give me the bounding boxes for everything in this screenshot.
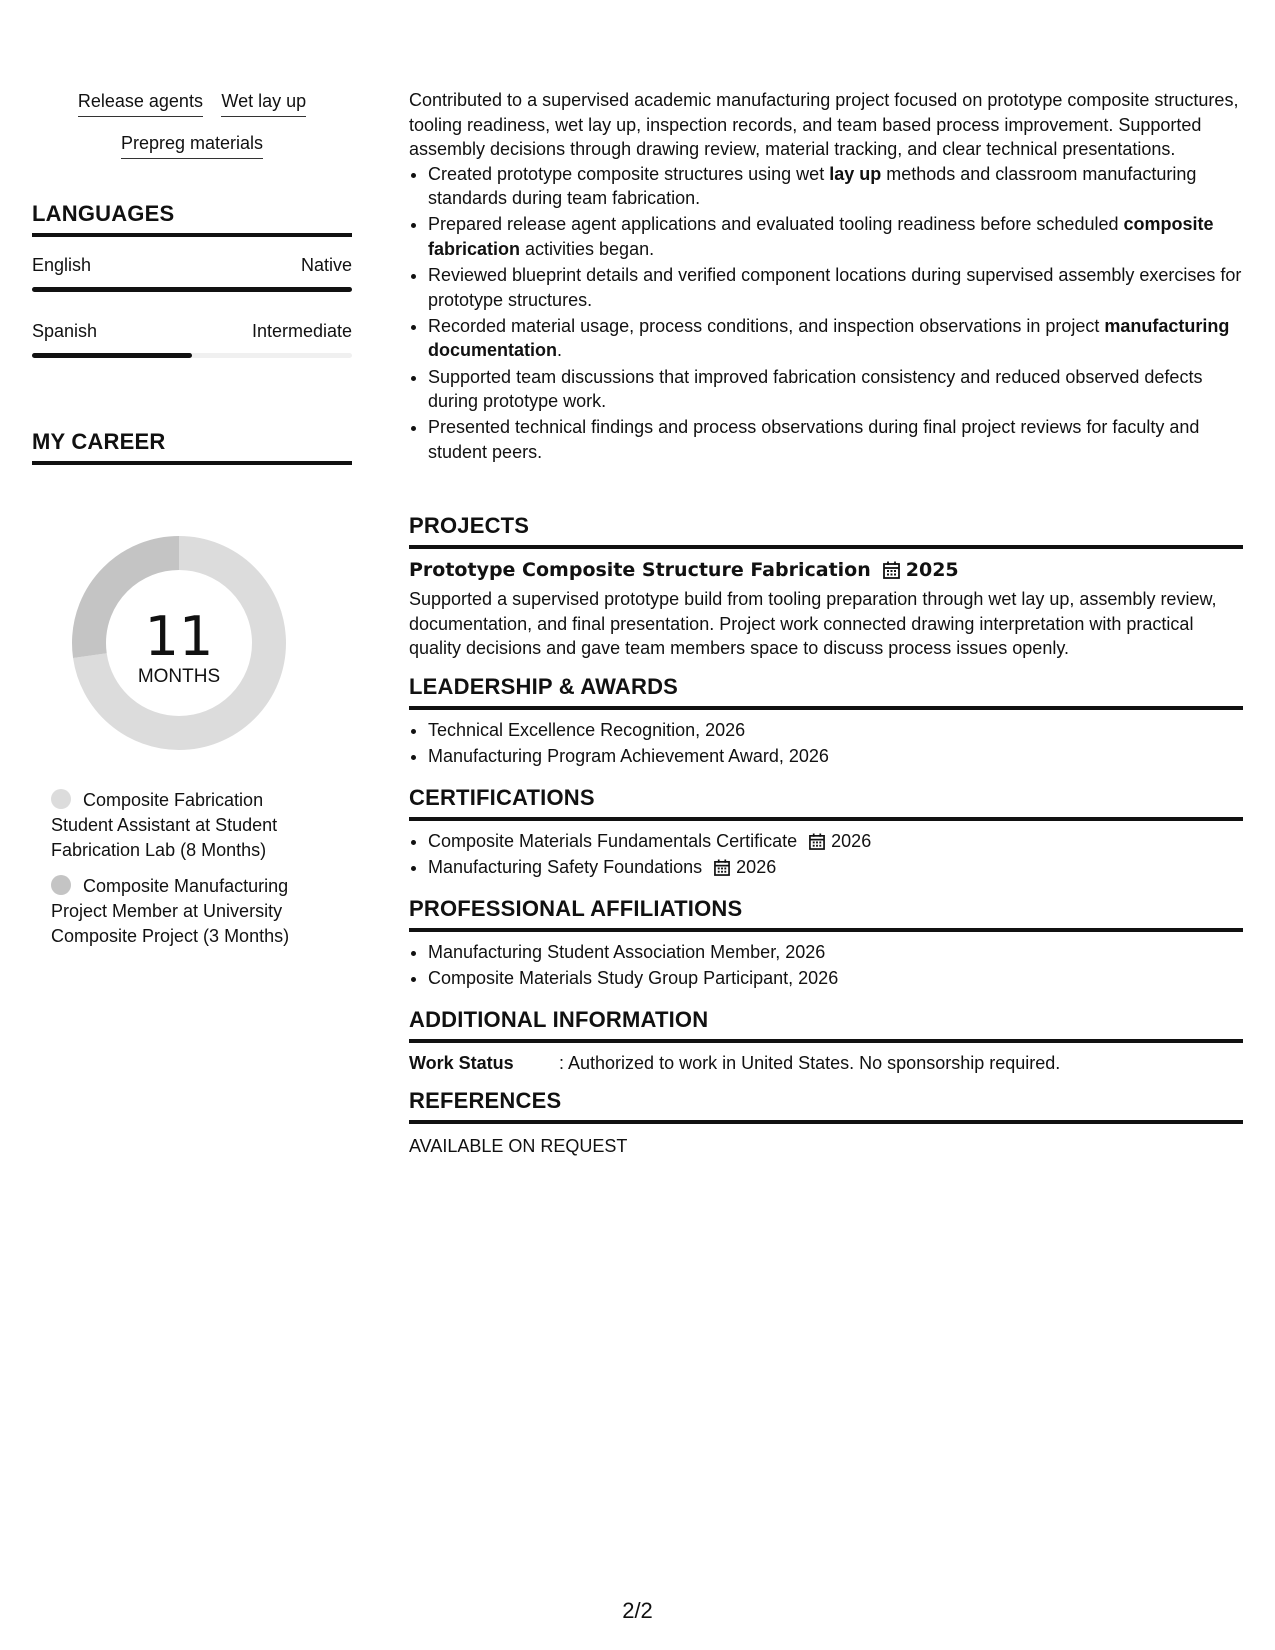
award-item: • Technical Excellence Recognition, 2026 (428, 718, 1243, 743)
affiliations-section (409, 896, 1243, 993)
language-name: Spanish (32, 321, 98, 341)
awards-list (409, 718, 1243, 769)
calendar-icon (883, 561, 900, 579)
skills-tags (32, 89, 352, 173)
additional-section (409, 1007, 1243, 1075)
project-year: 2025 (905, 559, 959, 581)
skill-tag: Release agents (78, 89, 203, 117)
work-status-value: : Authorized to work in United States. No sponsorship required. (559, 1053, 1061, 1073)
experience-summary: Contributed to a supervised academic manufacturing project focused on prototype composite structures, tooling readiness, wet lay up, inspection records, and team based process improvement. Supported assembly decisions through drawing review, material tracking, and clear technical presentations. (409, 90, 1239, 159)
experience-bullet: • Supported team discussions that improved fabrication consistency and reduced observed defects during prototype work. (428, 365, 1243, 414)
projects-heading: PROJECTS (409, 513, 1243, 549)
career-total-value: 11 (144, 605, 214, 668)
language-english (32, 253, 352, 292)
experience-bullet: • Reviewed blueprint details and verified component locations during supervised assembly exercises for prototype structures. (428, 263, 1243, 312)
project-title-row (409, 557, 1243, 583)
experience-bullets (409, 162, 1243, 465)
work-status-label: Work Status (409, 1053, 514, 1073)
affiliations-list (409, 940, 1243, 991)
affiliation-item: • Manufacturing Student Association Member, 2026 (428, 940, 1243, 965)
affiliation-item: • Composite Materials Study Group Participant, 2026 (428, 966, 1243, 991)
skills-row (32, 131, 352, 159)
certification-item: • Composite Materials Fundamentals Certificate 2026 (428, 829, 1243, 854)
references-section (409, 1088, 1243, 1159)
language-bar (32, 287, 352, 292)
work-status-row (409, 1051, 1243, 1075)
project-description: Supported a supervised prototype build from tooling preparation through wet lay up, assembly review, documentation, and final presentation. Project work connected drawing interpretation with practical quality decisions and gave team members space to discuss process issues openly. (409, 589, 1217, 658)
projects-section (409, 513, 1243, 661)
career-donut-chart (67, 531, 291, 755)
language-bar-fill (32, 287, 352, 292)
experience-entry (409, 88, 1243, 466)
project-title: Prototype Composite Structure Fabrication (409, 559, 871, 581)
career-legend-item (51, 788, 321, 863)
language-bar (32, 353, 352, 358)
awards-heading: LEADERSHIP & AWARDS (409, 674, 1243, 710)
languages-heading: LANGUAGES (32, 201, 352, 237)
certifications-list (409, 829, 1243, 880)
career-heading: MY CAREER (32, 429, 352, 465)
experience-bullet: • Prepared release agent applications and evaluated tooling readiness before scheduled composite fabrication activities began. (428, 212, 1243, 261)
career-total-unit: MONTHS (137, 666, 221, 687)
affiliations-heading: PROFESSIONAL AFFILIATIONS (409, 896, 1243, 932)
language-level: Native (300, 255, 352, 275)
career-legend-item (51, 874, 321, 949)
language-spanish (32, 319, 352, 358)
language-bar-fill (32, 353, 192, 358)
skills-row (32, 89, 352, 117)
language-level: Intermediate (251, 321, 352, 341)
legend-text: Composite Fabrication Student Assistant at Student Fabrication Lab (8 Months) (51, 790, 278, 860)
award-item: • Manufacturing Program Achievement Award, 2026 (428, 744, 1243, 769)
language-name: English (32, 255, 92, 275)
experience-bullet: • Recorded material usage, process conditions, and inspection observations in project manufacturing documentation. (428, 314, 1243, 363)
experience-bullet: • Created prototype composite structures using wet lay up methods and classroom manufacturing standards during team fabrication. (428, 162, 1243, 211)
certifications-section (409, 785, 1243, 882)
legend-dot (51, 789, 71, 809)
calendar-icon (714, 859, 730, 876)
references-heading: REFERENCES (409, 1088, 1243, 1124)
skill-tag: Prepreg materials (121, 131, 263, 159)
certifications-heading: CERTIFICATIONS (409, 785, 1243, 821)
awards-section (409, 674, 1243, 771)
references-text: AVAILABLE ON REQUEST (409, 1136, 628, 1156)
legend-text: Composite Manufacturing Project Member at University Composite Project (3 Months) (51, 876, 290, 946)
skill-tag: Wet lay up (221, 89, 306, 117)
experience-bullet: • Presented technical findings and process observations during final project reviews for faculty and student peers. (428, 415, 1243, 464)
certification-item: • Manufacturing Safety Foundations 2026 (428, 855, 1243, 880)
page-number: 2/2 (622, 1598, 653, 1623)
additional-heading: ADDITIONAL INFORMATION (409, 1007, 1243, 1043)
calendar-icon (809, 833, 825, 850)
legend-dot (51, 875, 71, 895)
